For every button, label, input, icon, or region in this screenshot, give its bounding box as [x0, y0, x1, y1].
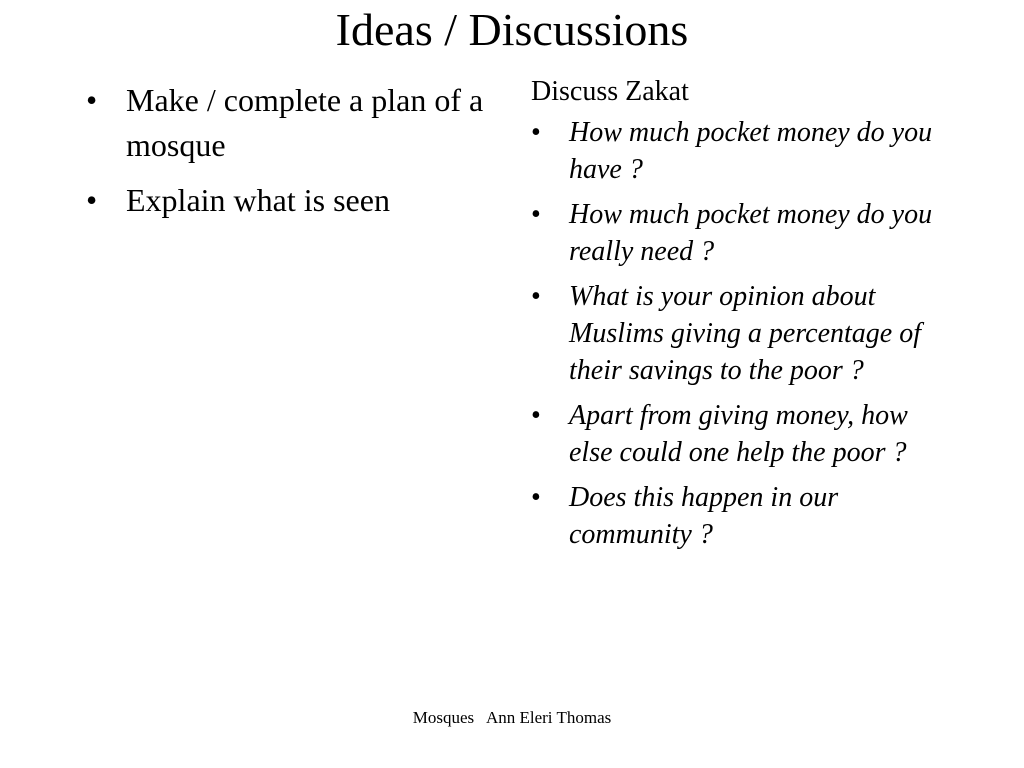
slide-footer: Mosques Ann Eleri Thomas [412, 708, 612, 727]
discussion-question-list [531, 114, 951, 553]
list-item-text: Make / complete a plan of a mosque [126, 82, 484, 163]
list-item-text: Explain what is seen [126, 182, 390, 218]
list-item [86, 78, 486, 168]
list-item [531, 278, 951, 389]
question-text: Does this happen in our community ? [569, 482, 839, 550]
question-text: What is your opinion about Muslims giving a percentage of their savings to the poor ? [569, 281, 922, 386]
bullet-icon: • [531, 482, 541, 513]
slide-title: Ideas / Discussions [335, 4, 689, 55]
list-item [531, 479, 951, 553]
list-item [531, 196, 951, 270]
bullet-icon: • [531, 281, 541, 312]
list-item [531, 397, 951, 471]
list-item [531, 114, 951, 188]
discussion-heading: Discuss Zakat [531, 76, 689, 107]
list-item [86, 178, 486, 223]
question-text: Apart from giving money, how else could one help the poor ? [569, 400, 908, 468]
bullet-icon: • [531, 400, 541, 431]
discussion-block [531, 74, 951, 561]
bullet-icon: • [531, 117, 541, 148]
bullet-icon: • [531, 199, 541, 230]
question-text: How much pocket money do you really need ? [569, 199, 933, 267]
question-text: How much pocket money do you have ? [569, 117, 933, 185]
bullet-icon: • [86, 82, 98, 118]
bullet-icon: • [86, 182, 98, 218]
left-bullet-list [86, 78, 486, 233]
